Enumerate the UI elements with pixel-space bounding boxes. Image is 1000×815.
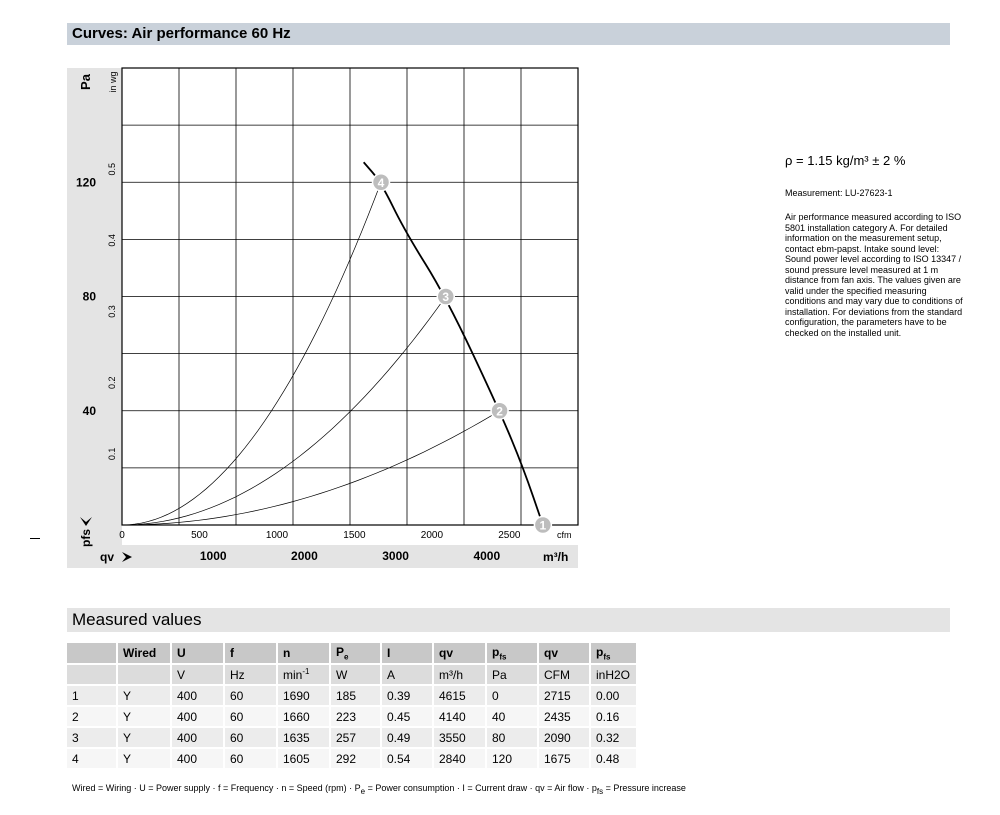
- operating-point-3: [437, 288, 454, 305]
- table-cell: Y: [117, 706, 171, 727]
- table-cell: 2715: [538, 685, 590, 706]
- operating-point-4: [373, 174, 390, 191]
- description-line: valid under the specified measuring: [785, 285, 927, 296]
- y-tick-inwg: 0.3: [107, 305, 117, 318]
- y-axis-symbol: pfs: [79, 529, 93, 547]
- y-tick-inwg: 0.5: [107, 163, 117, 176]
- table-cell: [67, 664, 117, 685]
- table-cell: m³/h: [433, 664, 486, 685]
- x-tick-m3h: 2000: [291, 549, 318, 563]
- table-cell: n: [277, 643, 330, 664]
- table-row: [67, 727, 637, 748]
- table-cell: $p_{fs}$: [486, 643, 538, 664]
- table-cell: 1660: [277, 706, 330, 727]
- table-cell: 0: [486, 685, 538, 706]
- table-cell: 0.39: [381, 685, 433, 706]
- table-cell: Pa: [486, 664, 538, 685]
- operating-point-label: 3: [442, 290, 450, 304]
- x-axis-symbol: qv: [100, 550, 115, 564]
- x-axis-band: [67, 545, 578, 568]
- x-tick-cfm: 2500: [498, 530, 521, 541]
- table-cell: Y: [117, 748, 171, 769]
- table-cell: 80: [486, 727, 538, 748]
- section-header-curves: Curves: Air performance 60 Hz: [67, 23, 950, 45]
- table-cell: U: [171, 643, 224, 664]
- description-line: 5801 installation category A. For detailed: [785, 222, 948, 233]
- table-cell: 0.32: [590, 727, 637, 748]
- table-cell: A: [381, 664, 433, 685]
- description-line: distance from fan axis. The values given are: [785, 275, 961, 285]
- table-cell: qv: [433, 643, 486, 664]
- table-cell: 223: [330, 706, 381, 727]
- operating-point-label: 4: [377, 175, 385, 190]
- density-note: ρ = 1.15 kg/m³ ± 2 %: [785, 153, 906, 168]
- table-cell: 2840: [433, 748, 486, 769]
- description-line: contact ebm-papst. Intake sound level:: [785, 243, 940, 254]
- table-cell: 60: [224, 748, 277, 769]
- y-tick-inwg: 0.4: [107, 234, 117, 247]
- table-cell: 1690: [277, 685, 330, 706]
- x-tick-cfm: 0: [119, 530, 125, 541]
- table-row: [67, 664, 637, 685]
- table-cell: 400: [171, 706, 224, 727]
- table-cell: 400: [171, 685, 224, 706]
- table-cell: 400: [171, 727, 224, 748]
- table-cell: 3: [67, 727, 117, 748]
- operating-point-label: 2: [496, 404, 503, 419]
- x-tick-cfm: 500: [191, 530, 208, 541]
- table-cell: $\min^{-1}$: [277, 664, 330, 685]
- table-cell: 60: [224, 706, 277, 727]
- table-cell: qv: [538, 643, 590, 664]
- table-cell: [117, 664, 171, 685]
- x-tick-m3h: 4000: [473, 549, 501, 563]
- table-cell: 400: [171, 748, 224, 769]
- table-cell: 2090: [538, 727, 590, 748]
- table-row: [67, 748, 637, 769]
- table-cell: 4615: [433, 685, 486, 706]
- x-tick-cfm: 1000: [265, 530, 289, 541]
- table-cell: 2435: [538, 706, 590, 727]
- table-cell: 0.54: [381, 748, 433, 769]
- table-cell: Wired: [117, 643, 171, 664]
- table-cell: 185: [330, 685, 381, 706]
- table-cell: f: [224, 643, 277, 664]
- table-cell: 292: [330, 748, 381, 769]
- table-cell: 40: [486, 706, 538, 727]
- operating-point-1: [534, 517, 551, 534]
- description-line: sound pressure level measured at 1 m: [785, 264, 939, 275]
- x-unit-m3h: m³/h: [543, 550, 569, 564]
- y-tick-pa: 120: [75, 175, 96, 190]
- table-cell: 0.00: [590, 685, 637, 706]
- table-cell: $p_{fs}$: [590, 643, 637, 664]
- table-cell: $P_e$: [330, 643, 381, 664]
- y-unit-inwg: in wg: [108, 71, 118, 93]
- description-line: installation. For deviations from the standard: [785, 306, 963, 317]
- table-cell: 257: [330, 727, 381, 748]
- table-cell: 1675: [538, 748, 590, 769]
- description-line: conditions and may vary due to conditions of: [785, 296, 963, 306]
- table-cell: I: [381, 643, 433, 664]
- table-cell: 0.49: [381, 727, 433, 748]
- side-mark: [30, 538, 40, 539]
- description-line: configuration, the parameters have to be: [785, 317, 947, 327]
- y-tick-inwg: 0.2: [107, 376, 117, 389]
- table-cell: 1635: [277, 727, 330, 748]
- description-line: Sound power level according to ISO 13347 /: [785, 254, 962, 264]
- measurement-id: Measurement: LU-27623-1: [785, 188, 893, 198]
- table-cell: V: [171, 664, 224, 685]
- y-tick-pa: 80: [82, 289, 96, 304]
- table-cell: 0.45: [381, 706, 433, 727]
- y-tick-inwg: 0.1: [107, 447, 117, 461]
- operating-point-label: 1: [539, 518, 547, 533]
- y-unit-pa: Pa: [78, 74, 93, 90]
- x-tick-cfm: 1500: [343, 530, 366, 541]
- table-cell: 4: [67, 748, 117, 769]
- table-cell: 4140: [433, 706, 486, 727]
- measured-values-table: [67, 643, 638, 770]
- table-legend: Wired = Wiring · U = Power supply · f = Frequency · n = Speed $(rpm) \cdot P_e$ = Power consumption · I = Current draw · qv = Air flow · $p_{fs}$ = Pressure increase: [72, 783, 686, 796]
- description-line: Air performance measured according to ISO: [785, 212, 962, 222]
- x-tick-cfm: 2000: [420, 530, 444, 541]
- description-line: checked on the installed unit.: [785, 327, 902, 338]
- table-cell: 60: [224, 685, 277, 706]
- section-header-measured: Measured values: [67, 608, 950, 632]
- table-cell: 1: [67, 685, 117, 706]
- measurement-description: [785, 212, 963, 338]
- table-cell: Y: [117, 727, 171, 748]
- x-tick-m3h: 3000: [382, 549, 409, 563]
- table-cell: 3550: [433, 727, 486, 748]
- table-cell: 120: [486, 748, 538, 769]
- table-row: [67, 685, 637, 706]
- table-cell: Y: [117, 685, 171, 706]
- table-cell: CFM: [538, 664, 590, 685]
- y-tick-pa: 40: [82, 403, 96, 418]
- table-cell: Hz: [224, 664, 277, 685]
- table-row: [67, 706, 637, 727]
- table-cell: 60: [224, 727, 277, 748]
- table-cell: [67, 643, 117, 664]
- table-cell: 0.48: [590, 748, 637, 769]
- table-row: [67, 643, 637, 664]
- table-cell: inH2O: [590, 664, 637, 685]
- description-line: information on the measurement setup,: [785, 233, 942, 243]
- x-tick-m3h: 1000: [199, 549, 227, 563]
- x-unit-cfm: cfm: [557, 530, 572, 540]
- operating-point-2: [491, 402, 508, 419]
- table-cell: W: [330, 664, 381, 685]
- table-cell: 0.16: [590, 706, 637, 727]
- table-cell: 1605: [277, 748, 330, 769]
- table-cell: 2: [67, 706, 117, 727]
